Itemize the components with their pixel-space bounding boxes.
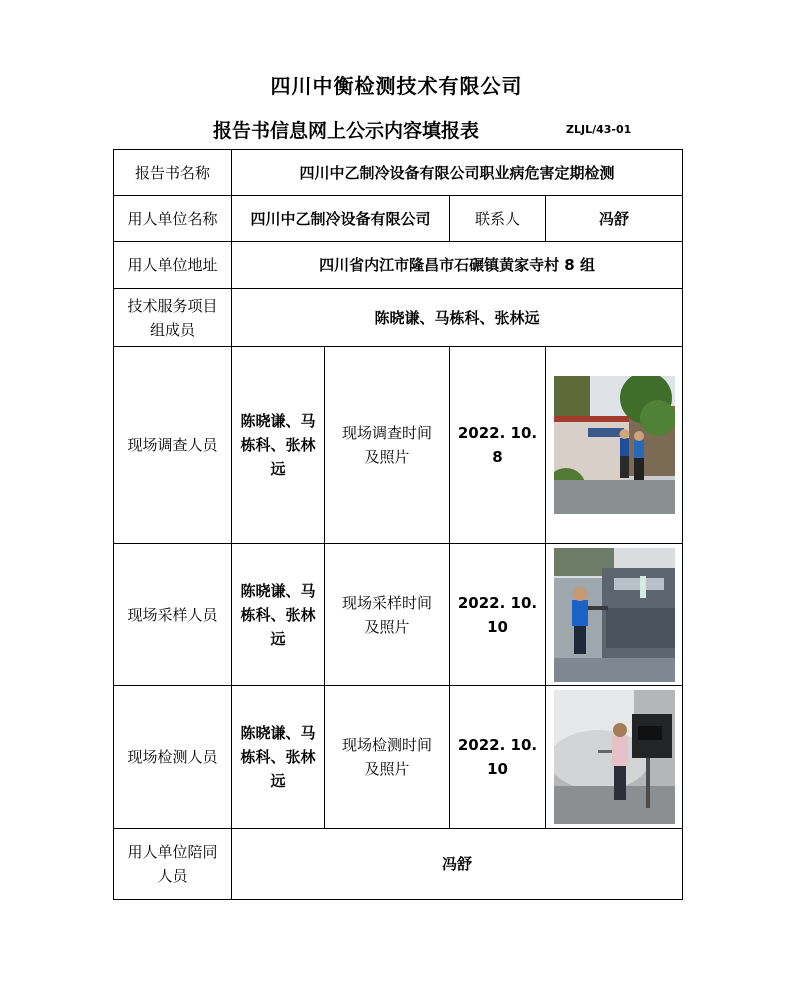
survey-photo — [554, 376, 675, 514]
survey-date: 2022. 10. 8 — [450, 347, 546, 544]
project-members-label-line2: 组成员 — [149, 320, 195, 339]
form-title: 报告书信息网上公示内容填报表 — [213, 120, 480, 142]
sampling-members: 陈晓谦、马 栋科、张林 远 — [232, 544, 325, 686]
survey-time-label: 现场调查时间 及照片 — [325, 347, 450, 544]
sampling-label: 现场采样人员 — [114, 544, 232, 686]
accompany-label — [114, 829, 232, 900]
report-name-value: 四川中乙制冷设备有限公司职业病危害定期检测 — [232, 150, 683, 196]
employer-name-value: 四川中乙制冷设备有限公司 — [232, 196, 450, 242]
sampling-photo — [554, 548, 675, 682]
company-title: 四川中衡检测技术有限公司 — [270, 74, 523, 98]
employer-address-value: 四川省内江市隆昌市石碾镇黄家寺村 8 组 — [232, 242, 683, 289]
row-accompany — [114, 829, 683, 900]
row-employer-address — [114, 242, 683, 289]
row-survey — [114, 347, 683, 544]
contact-value: 冯舒 — [546, 196, 683, 242]
report-name-label: 报告书名称 — [114, 150, 232, 196]
row-employer-name — [114, 196, 683, 242]
survey-photo-cell — [546, 347, 683, 544]
row-testing — [114, 686, 683, 829]
employer-name-label: 用人单位名称 — [114, 196, 232, 242]
row-report-name — [114, 150, 683, 196]
accompany-label-line2: 人员 — [157, 867, 188, 885]
survey-label: 现场调查人员 — [114, 347, 232, 544]
employer-address-label: 用人单位地址 — [114, 242, 232, 289]
project-members-value: 陈晓谦、马栋科、张林远 — [232, 289, 683, 347]
contact-label: 联系人 — [450, 196, 546, 242]
testing-photo-cell — [546, 686, 683, 829]
testing-label: 现场检测人员 — [114, 686, 232, 829]
row-project-members — [114, 289, 683, 347]
project-members-label-line1: 技术服务项目 — [127, 296, 218, 315]
project-members-label — [114, 289, 232, 347]
accompany-label-line1: 用人单位陪同 — [127, 843, 218, 861]
row-sampling — [114, 544, 683, 686]
testing-photo — [554, 690, 675, 824]
testing-members: 陈晓谦、马 栋科、张林 远 — [232, 686, 325, 829]
accompany-value: 冯舒 — [232, 829, 683, 900]
info-table — [113, 149, 683, 900]
survey-members: 陈晓谦、马 栋科、张林 远 — [232, 347, 325, 544]
testing-date: 2022. 10. 10 — [450, 686, 546, 829]
sampling-time-label: 现场采样时间 及照片 — [325, 544, 450, 686]
sampling-date: 2022. 10. 10 — [450, 544, 546, 686]
sampling-photo-cell — [546, 544, 683, 686]
testing-time-label: 现场检测时间 及照片 — [325, 686, 450, 829]
form-code: ZLJL/43-01 — [566, 123, 632, 136]
